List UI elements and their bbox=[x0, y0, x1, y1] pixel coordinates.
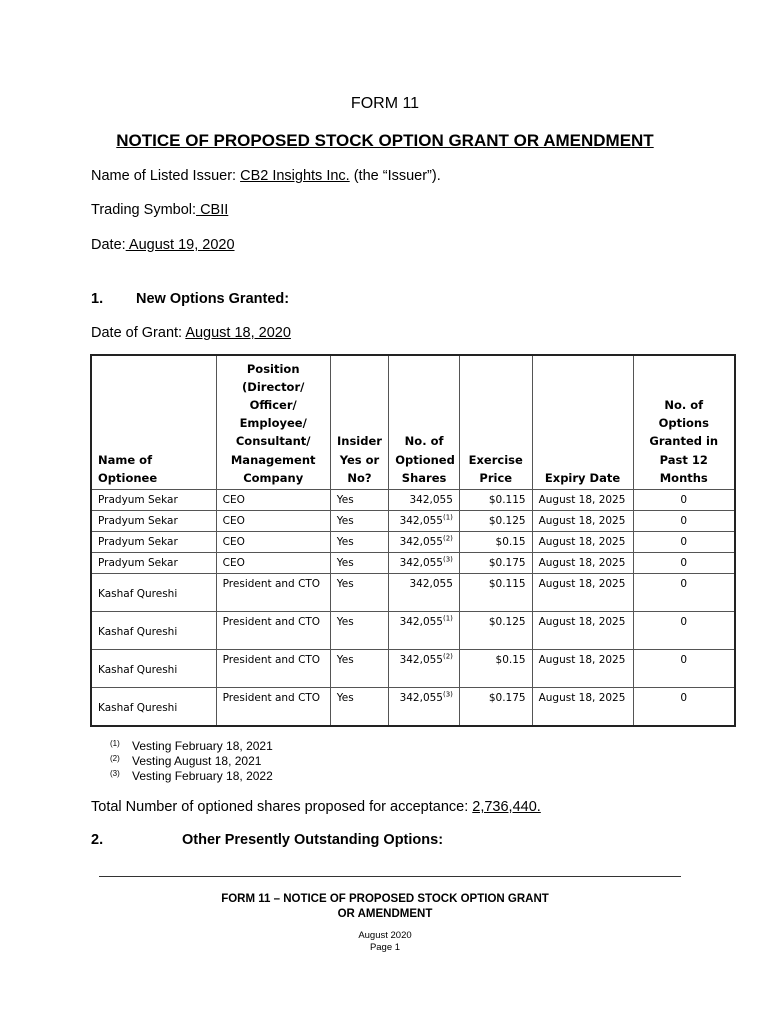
table-row bbox=[91, 650, 735, 688]
exercise-price: $0.15 bbox=[459, 532, 532, 553]
expiry-date: August 18, 2025 bbox=[532, 574, 633, 612]
footer-title-line2: OR AMENDMENT bbox=[337, 908, 433, 920]
options-past-12-months: 0 bbox=[633, 650, 735, 688]
optionee-position: President and CTO bbox=[216, 574, 330, 612]
section1-number: 1. bbox=[91, 291, 104, 307]
footer-title-line1: FORM 11 – NOTICE OF PROPOSED STOCK OPTION GRANT bbox=[221, 893, 549, 905]
insider-status: Yes bbox=[330, 490, 389, 511]
shares-value: 342,055 bbox=[399, 535, 443, 548]
shares-value: 342,055 bbox=[399, 654, 443, 667]
optioned-shares bbox=[389, 553, 460, 574]
optioned-shares bbox=[389, 511, 460, 532]
options-table bbox=[90, 354, 736, 727]
optioned-shares bbox=[389, 612, 460, 650]
insider-status: Yes bbox=[330, 574, 389, 612]
optioned-shares bbox=[389, 574, 460, 612]
shares-footnote-ref: (2) bbox=[442, 652, 453, 661]
options-past-12-months: 0 bbox=[633, 553, 735, 574]
expiry-date: August 18, 2025 bbox=[532, 612, 633, 650]
shares-footnote-ref: (3) bbox=[442, 555, 453, 564]
optionee-name: Pradyum Sekar bbox=[91, 490, 216, 511]
exercise-price: $0.15 bbox=[459, 650, 532, 688]
expiry-date: August 18, 2025 bbox=[532, 553, 633, 574]
insider-status: Yes bbox=[330, 532, 389, 553]
shares-footnote-ref: (1) bbox=[442, 513, 453, 522]
shares-value: 342,055 bbox=[409, 578, 453, 591]
shares-footnote-ref: (3) bbox=[442, 690, 453, 699]
section2-title: Other Presently Outstanding Options: bbox=[182, 832, 444, 848]
footnote bbox=[110, 739, 273, 753]
shares-value: 342,055 bbox=[409, 493, 453, 506]
options-past-12-months: 0 bbox=[633, 532, 735, 553]
table-row bbox=[91, 612, 735, 650]
optionee-position: President and CTO bbox=[216, 612, 330, 650]
footer-meta bbox=[0, 930, 770, 954]
header-position: Position (Director/ Officer/ Employee/ Consultant/ Management Company bbox=[216, 355, 330, 490]
footnote-text: Vesting August 18, 2021 bbox=[132, 754, 262, 768]
date-label: Date: bbox=[91, 237, 126, 253]
optionee-name: Pradyum Sekar bbox=[91, 511, 216, 532]
header-exercise-price: Exercise Price bbox=[459, 355, 532, 490]
expiry-date: August 18, 2025 bbox=[532, 688, 633, 727]
options-past-12-months: 0 bbox=[633, 511, 735, 532]
exercise-price: $0.115 bbox=[459, 574, 532, 612]
exercise-price: $0.125 bbox=[459, 511, 532, 532]
shares-value: 342,055 bbox=[399, 692, 443, 705]
options-past-12-months: 0 bbox=[633, 612, 735, 650]
shares-footnote-ref: (1) bbox=[442, 614, 453, 623]
expiry-date: August 18, 2025 bbox=[532, 532, 633, 553]
footer-date: August 2020 bbox=[358, 930, 412, 941]
optionee-name: Kashaf Qureshi bbox=[91, 574, 216, 612]
shares-value: 342,055 bbox=[399, 616, 443, 629]
optionee-position: President and CTO bbox=[216, 650, 330, 688]
shares-value: 342,055 bbox=[399, 514, 443, 527]
header-optioned-shares: No. of Optioned Shares bbox=[389, 355, 460, 490]
optioned-shares bbox=[389, 490, 460, 511]
issuer-name: CB2 Insights Inc. bbox=[240, 168, 350, 184]
page-title: NOTICE OF PROPOSED STOCK OPTION GRANT OR AMENDMENT bbox=[116, 131, 654, 150]
optionee-name: Kashaf Qureshi bbox=[91, 612, 216, 650]
expiry-date: August 18, 2025 bbox=[532, 490, 633, 511]
section1-title: New Options Granted: bbox=[136, 291, 290, 307]
footnote-mark: (3) bbox=[110, 769, 120, 778]
optionee-name: Pradyum Sekar bbox=[91, 553, 216, 574]
footnote bbox=[110, 769, 273, 783]
header-options-past-12-months: No. of Options Granted in Past 12 Months bbox=[633, 355, 735, 490]
footnote-text: Vesting February 18, 2022 bbox=[132, 769, 273, 783]
page-number: Page 1 bbox=[369, 942, 401, 953]
table-row bbox=[91, 490, 735, 511]
footnote-text: Vesting February 18, 2021 bbox=[132, 739, 273, 753]
issuer-label: Name of Listed Issuer: bbox=[91, 168, 241, 184]
optionee-position: CEO bbox=[216, 511, 330, 532]
date-value: August 19, 2020 bbox=[125, 237, 235, 253]
exercise-price: $0.175 bbox=[459, 688, 532, 727]
optionee-position: CEO bbox=[216, 553, 330, 574]
footnote bbox=[110, 754, 261, 768]
options-past-12-months: 0 bbox=[633, 688, 735, 727]
table-row bbox=[91, 574, 735, 612]
form-number: FORM 11 bbox=[350, 95, 420, 112]
optionee-name: Kashaf Qureshi bbox=[91, 650, 216, 688]
expiry-date: August 18, 2025 bbox=[532, 511, 633, 532]
insider-status: Yes bbox=[330, 650, 389, 688]
header-name-of-optionee: Name of Optionee bbox=[91, 355, 216, 490]
table-row bbox=[91, 688, 735, 727]
insider-status: Yes bbox=[330, 612, 389, 650]
optioned-shares bbox=[389, 650, 460, 688]
insider-status: Yes bbox=[330, 511, 389, 532]
insider-status: Yes bbox=[330, 688, 389, 727]
header-insider: Insider Yes or No? bbox=[330, 355, 389, 490]
optioned-shares bbox=[389, 688, 460, 727]
optioned-shares bbox=[389, 532, 460, 553]
date-line bbox=[91, 237, 235, 253]
optionee-name: Pradyum Sekar bbox=[91, 532, 216, 553]
shares-footnote-ref: (2) bbox=[442, 534, 453, 543]
shares-value: 342,055 bbox=[399, 556, 443, 569]
exercise-price: $0.115 bbox=[459, 490, 532, 511]
issuer-suffix: (the “Issuer”). bbox=[349, 168, 441, 184]
grant-date-value: August 18, 2020 bbox=[185, 325, 291, 341]
options-past-12-months: 0 bbox=[633, 574, 735, 612]
optionee-position: President and CTO bbox=[216, 688, 330, 727]
trading-symbol-line bbox=[91, 202, 228, 218]
table-row bbox=[91, 511, 735, 532]
expiry-date: August 18, 2025 bbox=[532, 650, 633, 688]
section2-number: 2. bbox=[91, 832, 104, 848]
footnote-mark: (2) bbox=[110, 754, 120, 763]
insider-status: Yes bbox=[330, 553, 389, 574]
trading-symbol-value: CBII bbox=[196, 202, 229, 218]
total-label: Total Number of optioned shares proposed for acceptance: bbox=[91, 799, 473, 815]
exercise-price: $0.125 bbox=[459, 612, 532, 650]
optionee-name: Kashaf Qureshi bbox=[91, 688, 216, 727]
table-row bbox=[91, 553, 735, 574]
footer-title bbox=[0, 892, 770, 922]
total-line bbox=[91, 799, 541, 815]
total-value: 2,736,440. bbox=[472, 799, 541, 815]
footnote-mark: (1) bbox=[110, 739, 120, 748]
optionee-position: CEO bbox=[216, 490, 330, 511]
footer-divider bbox=[99, 876, 681, 877]
header-expiry-date: Expiry Date bbox=[532, 355, 633, 490]
grant-date-label: Date of Grant: bbox=[91, 325, 186, 341]
optionee-position: CEO bbox=[216, 532, 330, 553]
exercise-price: $0.175 bbox=[459, 553, 532, 574]
issuer-line bbox=[91, 168, 441, 184]
table-header-row bbox=[91, 355, 735, 490]
table-row bbox=[91, 532, 735, 553]
trading-symbol-label: Trading Symbol: bbox=[91, 202, 197, 218]
grant-date-line bbox=[91, 325, 291, 341]
options-past-12-months: 0 bbox=[633, 490, 735, 511]
